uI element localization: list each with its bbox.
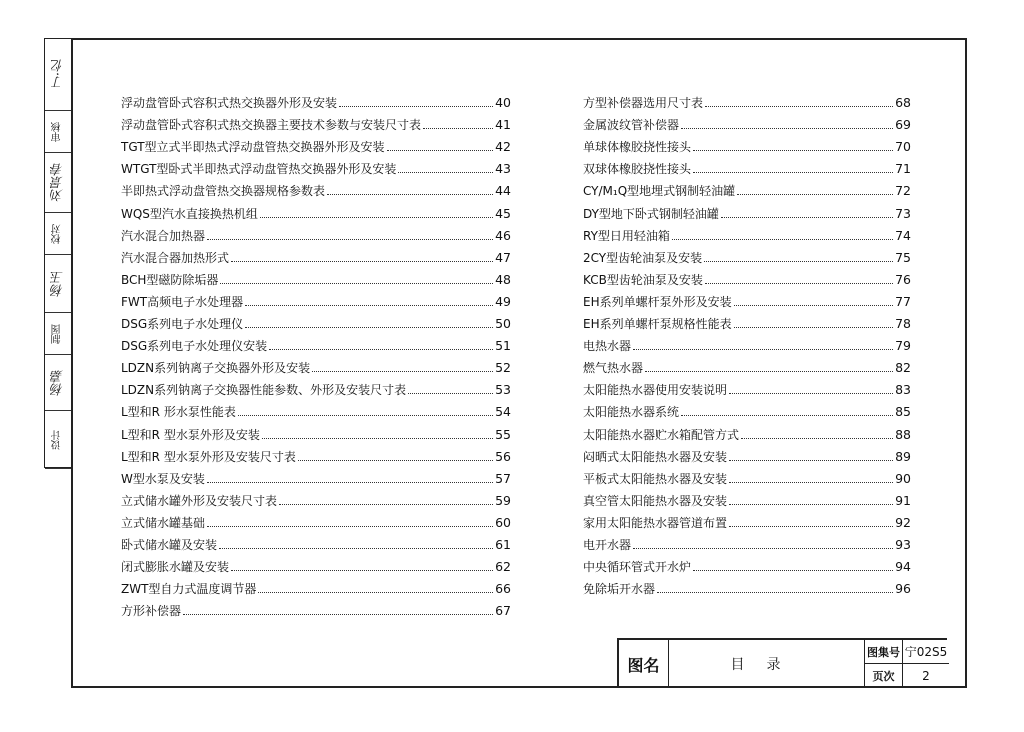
toc-entry-page: 71 (895, 161, 911, 177)
toc-leader-dots (298, 460, 493, 461)
signature: 杨玉 (50, 270, 66, 297)
toc-entry (583, 397, 911, 419)
toc-entry (583, 353, 911, 375)
toc-leader-dots (704, 261, 893, 262)
toc-entry-title: EH系列单螺杆泵规格性能表 (583, 317, 732, 332)
drawing-name-cell (669, 640, 865, 688)
toc-entry-page: 60 (495, 514, 511, 530)
toc-entry (121, 88, 511, 110)
toc-entry-title: 汽水混合器加热形式 (121, 250, 230, 265)
toc-entry-page: 79 (895, 338, 911, 354)
toc-entry-page: 54 (495, 404, 511, 420)
role-label: 审核 (52, 121, 63, 142)
toc-entry (121, 596, 511, 618)
toc-leader-dots (693, 570, 893, 571)
toc-entry-page: 41 (495, 117, 511, 133)
toc-entry (583, 442, 911, 464)
toc-leader-dots (657, 592, 893, 593)
signature-strip-cell (45, 355, 71, 411)
toc-leader-dots (729, 460, 893, 461)
toc-entry-page: 44 (495, 183, 511, 199)
drawing-name-label-cell (619, 640, 669, 688)
toc-leader-dots (721, 217, 893, 218)
toc-entry-title: WTGT型卧式半即热式浮动盘管热交换器外形及安装 (121, 162, 397, 177)
toc-entry-page: 90 (895, 470, 911, 486)
toc-entry-title: 金属波纹管补偿器 (583, 118, 680, 133)
toc-entry-page: 57 (495, 470, 511, 486)
toc-entry (121, 176, 511, 198)
toc-leader-dots (387, 150, 494, 151)
toc-leader-dots (729, 526, 893, 527)
toc-entry-title: 卧式储水罐及安装 (121, 537, 218, 552)
toc-leader-dots (705, 106, 893, 107)
toc-entry (583, 530, 911, 552)
toc-entry-page: 59 (495, 492, 511, 508)
toc-entry-page: 94 (895, 559, 911, 575)
toc-entry-page: 53 (495, 382, 511, 398)
toc-entry-page: 67 (495, 603, 511, 619)
atlas-no-label: 图集号 (867, 645, 900, 659)
toc-entry-title: 太阳能热水器贮水箱配管方式 (583, 427, 740, 442)
toc-entry-page: 78 (895, 316, 911, 332)
toc-entry (121, 353, 511, 375)
toc-leader-dots (231, 570, 493, 571)
toc-entry (121, 419, 511, 441)
toc-entry-title: 燃气热水器 (583, 361, 644, 376)
signature-strip-cell (45, 411, 71, 469)
toc-leader-dots (734, 327, 893, 328)
toc-entry-title: 电开水器 (583, 537, 632, 552)
toc-entry (583, 331, 911, 353)
toc-entry-page: 66 (495, 581, 511, 597)
toc-leader-dots (633, 349, 893, 350)
toc-entry (583, 375, 911, 397)
toc-leader-dots (260, 217, 493, 218)
toc-entry (583, 309, 911, 331)
toc-entry-title: WQS型汽水直接换热机组 (121, 206, 258, 221)
toc-entry (121, 265, 511, 287)
toc-entry-title: LDZN系列钠离子交换器性能参数、外形及安装尺寸表 (121, 383, 407, 398)
toc-entry-page: 46 (495, 227, 511, 243)
toc-entry (583, 508, 911, 530)
toc-entry-title: 方型补偿器选用尺寸表 (583, 96, 704, 111)
toc-leader-dots (734, 305, 893, 306)
toc-entry-title: 电热水器 (583, 339, 632, 354)
toc-entry-page: 40 (495, 95, 511, 111)
toc-leader-dots (258, 592, 493, 593)
toc-entry-title: L型和R 型水泵外形及安装 (121, 427, 260, 442)
toc-leader-dots (693, 172, 893, 173)
atlas-no-label-cell (865, 640, 903, 664)
toc-entry (121, 530, 511, 552)
toc-entry (583, 243, 911, 265)
toc-entry (583, 574, 911, 596)
toc-entry (583, 464, 911, 486)
toc-entry-page: 51 (495, 338, 511, 354)
role-label: 校对 (52, 223, 63, 244)
toc-entry (121, 486, 511, 508)
toc-leader-dots (279, 504, 493, 505)
toc-leader-dots (737, 194, 893, 195)
toc-leader-dots (741, 438, 893, 439)
toc-entry-page: 69 (895, 117, 911, 133)
toc-entry-page: 82 (895, 360, 911, 376)
toc-leader-dots (645, 371, 893, 372)
toc-entry-title: L型和R 型水泵外形及安装尺寸表 (121, 449, 296, 464)
toc-leader-dots (245, 305, 493, 306)
toc-entry (583, 419, 911, 441)
toc-leader-dots (238, 415, 493, 416)
toc-entry-page: 55 (495, 426, 511, 442)
toc-entry-title: 太阳能热水器系统 (583, 405, 680, 420)
signature-strip-cell (45, 313, 71, 355)
toc-entry (583, 221, 911, 243)
atlas-no-cell (903, 640, 949, 664)
toc-entry-title: L型和R 形水泵性能表 (121, 405, 236, 420)
toc-leader-dots (408, 393, 493, 394)
toc-entry (121, 287, 511, 309)
toc-leader-dots (672, 239, 893, 240)
toc-entry-title: 方形补偿器 (121, 604, 182, 619)
toc-leader-dots (339, 106, 493, 107)
toc-leader-dots (398, 172, 493, 173)
toc-entry (121, 309, 511, 331)
toc-entry-title: RY型日用轻油箱 (583, 228, 670, 243)
toc-right-column (583, 88, 911, 596)
toc-entry-page: 77 (895, 293, 911, 309)
toc-entry-title: TGT型立式半即热式浮动盘管热交换器外形及安装 (121, 140, 385, 155)
toc-entry-title: ZWT型自力式温度调节器 (121, 582, 257, 597)
signature-strip-cell (45, 213, 71, 255)
toc-entry-page: 75 (895, 249, 911, 265)
signature-strip-cell (45, 153, 71, 213)
toc-entry-title: 单球体橡胶挠性接头 (583, 140, 692, 155)
toc-entry-title: 中央循环管式开水炉 (583, 560, 692, 575)
toc-entry-title: 双球体橡胶挠性接头 (583, 162, 692, 177)
toc-entry-page: 42 (495, 139, 511, 155)
page-no-cell (903, 664, 949, 688)
toc-entry-title: 真空管太阳能热水器及安装 (583, 493, 728, 508)
toc-entry-title: 半即热式浮动盘管热交换器规格参数表 (121, 184, 326, 199)
signature: 刘景春 (50, 163, 66, 202)
toc-entry-page: 62 (495, 559, 511, 575)
toc-entry-page: 49 (495, 293, 511, 309)
toc-leader-dots (633, 548, 893, 549)
page-label-cell (865, 664, 903, 688)
toc-entry (121, 132, 511, 154)
toc-leader-dots (681, 415, 893, 416)
toc-leader-dots (231, 261, 493, 262)
toc-entry-title: LDZN系列钠离子交换器外形及安装 (121, 361, 311, 376)
toc-entry-title: 免除垢开水器 (583, 582, 656, 597)
toc-leader-dots (729, 393, 893, 394)
toc-entry-page: 96 (895, 581, 911, 597)
signature-strip (44, 38, 71, 468)
toc-entry (121, 574, 511, 596)
toc-entry-page: 70 (895, 139, 911, 155)
toc-entry-title: 浮动盘管卧式容积式热交换器主要技术参数与安装尺寸表 (121, 118, 422, 133)
toc-leader-dots (705, 283, 893, 284)
toc-entry (121, 375, 511, 397)
toc-entry-page: 73 (895, 205, 911, 221)
toc-entry (583, 154, 911, 176)
toc-entry (583, 265, 911, 287)
toc-entry-page: 72 (895, 183, 911, 199)
toc-entry-page: 76 (895, 271, 911, 287)
toc-entry-page: 88 (895, 426, 911, 442)
toc-entry-page: 89 (895, 448, 911, 464)
toc-leader-dots (207, 526, 493, 527)
toc-entry (583, 198, 911, 220)
toc-leader-dots (245, 327, 493, 328)
signature: 杨嘉 (50, 369, 66, 396)
toc-leader-dots (729, 504, 893, 505)
toc-entry-page: 61 (495, 536, 511, 552)
toc-entry-title: EH系列单螺杆泵外形及安装 (583, 294, 732, 309)
toc-entry-page: 74 (895, 227, 911, 243)
signature-strip-cell (45, 255, 71, 313)
toc-left-column (121, 88, 511, 618)
toc-entry-page: 52 (495, 360, 511, 376)
toc-entry (121, 464, 511, 486)
toc-entry (121, 552, 511, 574)
toc-entry-page: 47 (495, 249, 511, 265)
toc-entry-page: 83 (895, 382, 911, 398)
toc-entry-title: DY型地下卧式钢制轻油罐 (583, 206, 719, 221)
toc-entry-title: FWT高频电子水处理器 (121, 294, 244, 309)
toc-entry-page: 45 (495, 205, 511, 221)
toc-entry (121, 221, 511, 243)
toc-leader-dots (269, 349, 493, 350)
toc-entry-page: 91 (895, 492, 911, 508)
toc-entry (121, 154, 511, 176)
toc-entry-title: DSG系列电子水处理仪安装 (121, 339, 268, 354)
toc-leader-dots (423, 128, 493, 129)
toc-entry-title: 闭式膨胀水罐及安装 (121, 560, 230, 575)
toc-entry (121, 508, 511, 530)
toc-entry-title: 浮动盘管卧式容积式热交换器外形及安装 (121, 96, 338, 111)
toc-leader-dots (220, 283, 493, 284)
toc-entry-page: 68 (895, 95, 911, 111)
toc-entry (583, 486, 911, 508)
toc-entry-page: 93 (895, 536, 911, 552)
toc-entry (583, 176, 911, 198)
signature-strip-cell (45, 39, 71, 111)
toc-entry-title: 平板式太阳能热水器及安装 (583, 471, 728, 486)
toc-leader-dots (681, 128, 893, 129)
toc-leader-dots (729, 482, 893, 483)
signature-strip-cell (45, 111, 71, 153)
toc-entry (121, 198, 511, 220)
drawing-name: 目录 (730, 657, 803, 673)
toc-entry (583, 552, 911, 574)
toc-entry (121, 243, 511, 265)
toc-leader-dots (183, 614, 493, 615)
toc-entry-title: 立式储水罐外形及安装尺寸表 (121, 493, 278, 508)
page-number: 2 (922, 669, 930, 683)
toc-entry-page: 50 (495, 316, 511, 332)
role-label: 设计 (52, 429, 63, 450)
toc-entry-title: W型水泵及安装 (121, 471, 205, 486)
toc-entry-title: 2CY型齿轮油泵及安装 (583, 250, 703, 265)
page-label: 页次 (872, 670, 895, 683)
toc-entry-title: 太阳能热水器使用安装说明 (583, 383, 728, 398)
toc-entry-title: KCB型齿轮油泵及安装 (583, 272, 703, 287)
toc-entry-page: 56 (495, 448, 511, 464)
toc-entry (121, 110, 511, 132)
toc-leader-dots (207, 239, 493, 240)
toc-entry-page: 48 (495, 271, 511, 287)
toc-entry (121, 397, 511, 419)
toc-entry-title: 家用太阳能热水器管道布置 (583, 515, 728, 530)
toc-entry (583, 110, 911, 132)
toc-entry (121, 442, 511, 464)
toc-entry-title: CY/M₁Q型地埋式钢制轻油罐 (583, 184, 736, 199)
toc-entry-title: 立式储水罐基础 (121, 515, 206, 530)
signature: 丁·忆 (50, 59, 66, 90)
toc-leader-dots (262, 438, 493, 439)
toc-entry (121, 331, 511, 353)
toc-entry (583, 132, 911, 154)
toc-entry (583, 287, 911, 309)
toc-leader-dots (207, 482, 493, 483)
toc-leader-dots (693, 150, 893, 151)
title-block (617, 638, 947, 688)
toc-entry-title: BCH型磁防除垢器 (121, 272, 219, 287)
toc-leader-dots (312, 371, 493, 372)
toc-entry-page: 85 (895, 404, 911, 420)
toc-entry-page: 43 (495, 161, 511, 177)
toc-entry-title: 汽水混合加热器 (121, 228, 206, 243)
toc-leader-dots (327, 194, 493, 195)
atlas-no: 宁02S5 (904, 645, 948, 659)
toc-entry (583, 88, 911, 110)
toc-entry-title: DSG系列电子水处理仪 (121, 317, 244, 332)
role-label: 制图 (52, 323, 63, 344)
toc-entry-page: 92 (895, 514, 911, 530)
drawing-name-label: 图名 (627, 655, 660, 675)
toc-leader-dots (219, 548, 493, 549)
toc-entry-title: 闷晒式太阳能热水器及安装 (583, 449, 728, 464)
